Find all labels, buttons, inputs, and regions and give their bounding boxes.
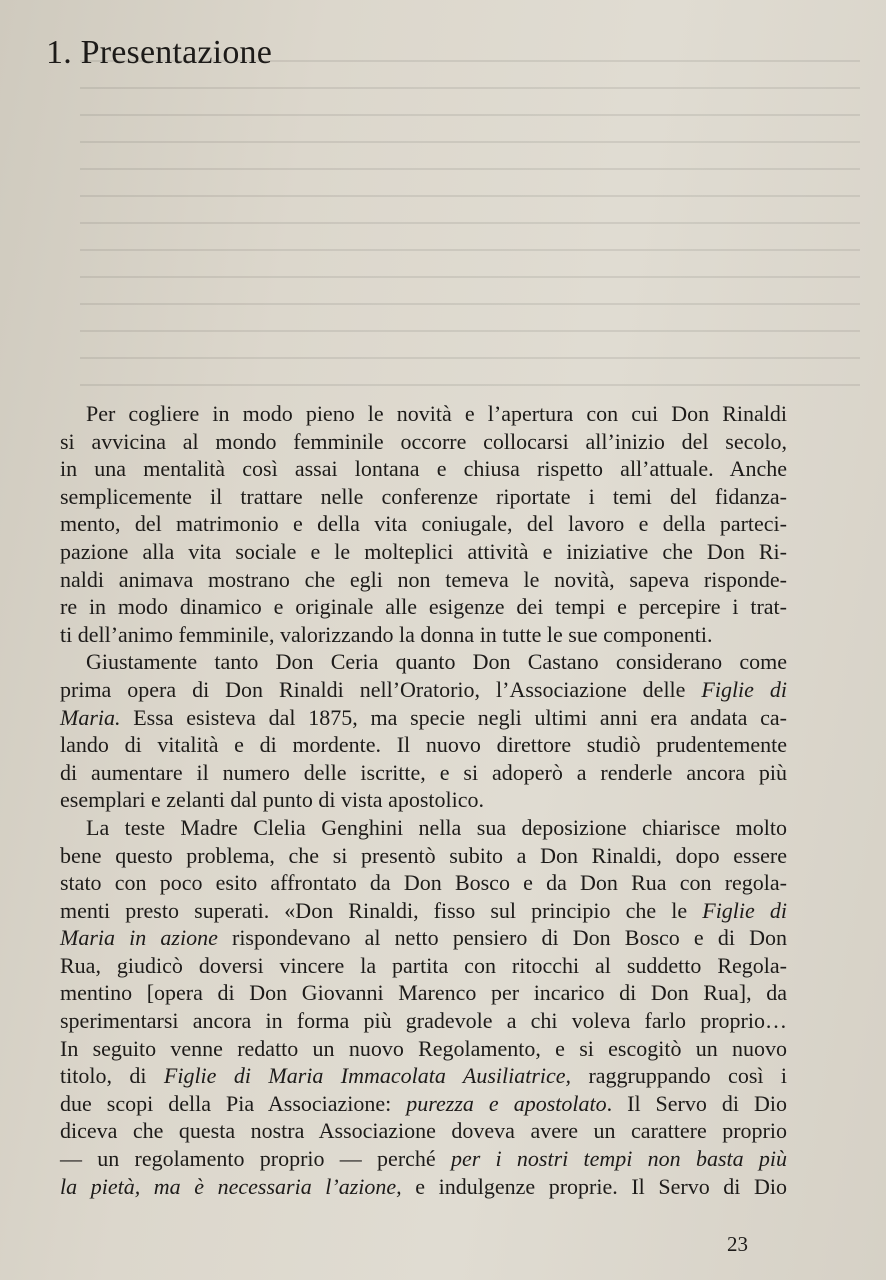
text-line — [60, 483, 787, 511]
text-segment: re in modo dinamico e originale alle esigenze dei tempi e percepire i trat- — [60, 594, 787, 620]
italic-text: per i nostri tempi non basta più — [450, 1146, 788, 1172]
italic-text: purezza e apostolato — [406, 1090, 607, 1116]
text-segment: di aumentare il numero delle iscritte, e si adoperò a renderle ancora più — [60, 759, 787, 785]
text-line — [60, 455, 787, 483]
text-line — [60, 1035, 787, 1063]
section-heading: 1. Presentazione — [46, 34, 273, 71]
bleed-through-text — [80, 60, 860, 390]
italic-text: Figlie di — [701, 676, 787, 702]
italic-text: Figlie di Maria Immacolata Ausiliatrice, — [163, 1063, 572, 1089]
paragraph — [60, 814, 787, 1200]
text-segment: lando di vitalità e di mordente. Il nuovo direttore studiò prudentemente — [60, 732, 787, 758]
italic-text: la pietà, ma è necessaria l’azione, — [60, 1173, 402, 1199]
text-segment: naldi animava mostrano che egli non temeva le novità, sapeva risponde- — [60, 566, 787, 592]
text-line — [60, 1173, 787, 1201]
text-segment: bene questo problema, che si presentò subito a Don Rinaldi, dopo essere — [60, 842, 787, 868]
text-line — [60, 869, 787, 897]
page-number: 23 — [727, 1232, 748, 1256]
text-line — [60, 731, 787, 759]
text-segment: menti presto superati. «Don Rinaldi, fisso sul principio che le — [60, 897, 703, 923]
italic-text: Maria. — [60, 704, 121, 730]
text-line — [60, 897, 787, 925]
paragraph — [60, 400, 787, 648]
text-line — [60, 952, 787, 980]
text-segment: sperimentarsi ancora in forma più gradevole a chi voleva farlo proprio… — [60, 1008, 787, 1034]
text-segment: pazione alla vita sociale e le molteplici attività e iniziative che Don Ri- — [60, 538, 787, 564]
text-segment: e indulgenze proprie. Il Servo di Dio — [401, 1173, 787, 1199]
text-segment: Rua, giudicò doversi vincere la partita con ritocchi al suddetto Regola- — [60, 952, 787, 978]
text-line — [60, 593, 787, 621]
text-segment: mentino [opera di Don Giovanni Marenco per incarico di Don Rua], da — [60, 980, 787, 1006]
text-line — [60, 979, 787, 1007]
text-segment: esemplari e zelanti dal punto di vista apostolico. — [60, 787, 484, 813]
text-line — [60, 1145, 787, 1173]
text-segment: Per cogliere in modo pieno le novità e l’apertura con cui Don Rinaldi — [86, 401, 787, 426]
text-line — [60, 676, 787, 704]
text-segment: due scopi della Pia Associazione: — [60, 1090, 407, 1116]
text-line — [60, 538, 787, 566]
text-segment: raggruppando così i — [571, 1063, 788, 1089]
text-line — [60, 648, 787, 676]
text-line — [60, 428, 787, 456]
text-segment: In seguito venne redatto un nuovo Regolamento, e si escogitò un nuovo — [60, 1035, 787, 1061]
paragraph — [60, 648, 787, 814]
text-line — [60, 814, 787, 842]
text-segment: Essa esisteva dal 1875, ma specie negli ultimi anni era andata ca- — [120, 704, 787, 730]
text-line — [60, 1007, 787, 1035]
italic-text: Figlie di — [702, 897, 788, 923]
text-line — [60, 621, 787, 649]
text-line — [60, 566, 787, 594]
text-line — [60, 1090, 787, 1118]
text-line — [60, 786, 787, 814]
text-line — [60, 400, 787, 428]
text-segment: semplicemente il trattare nelle conferenze riportate i temi del fidanza- — [60, 483, 787, 509]
text-segment: mento, del matrimonio e della vita coniugale, del lavoro e della parteci- — [60, 511, 787, 537]
text-line — [60, 1117, 787, 1145]
text-line — [60, 704, 787, 732]
text-segment: Giustamente tanto Don Ceria quanto Don Castano considerano come — [86, 649, 787, 675]
text-line — [60, 759, 787, 787]
text-segment: . Il Servo di Dio — [606, 1090, 788, 1116]
text-segment: titolo, di — [60, 1063, 164, 1089]
text-segment: prima opera di Don Rinaldi nell’Oratorio, l’Associazione delle — [60, 676, 702, 702]
body-text — [60, 400, 787, 1200]
text-line — [60, 924, 787, 952]
text-segment: rispondevano al netto pensiero di Don Bosco e di Don — [217, 925, 787, 951]
text-line — [60, 510, 787, 538]
text-segment: ti dell’animo femminile, valorizzando la donna in tutte le sue componenti. — [60, 621, 713, 647]
text-segment: stato con poco esito affrontato da Don Bosco e da Don Rua con regola- — [60, 870, 787, 896]
text-line — [60, 1062, 787, 1090]
text-segment: si avvicina al mondo femminile occorre collocarsi all’inizio del secolo, — [60, 428, 787, 454]
text-segment: — un regolamento proprio — perché — [60, 1146, 451, 1172]
text-segment: diceva che questa nostra Associazione doveva avere un carattere proprio — [60, 1118, 787, 1144]
text-line — [60, 842, 787, 870]
text-segment: in una mentalità così assai lontana e chiusa rispetto all’attuale. Anche — [60, 456, 787, 482]
text-segment: La teste Madre Clelia Genghini nella sua deposizione chiarisce molto — [86, 814, 787, 840]
italic-text: Maria in azione — [60, 925, 218, 951]
